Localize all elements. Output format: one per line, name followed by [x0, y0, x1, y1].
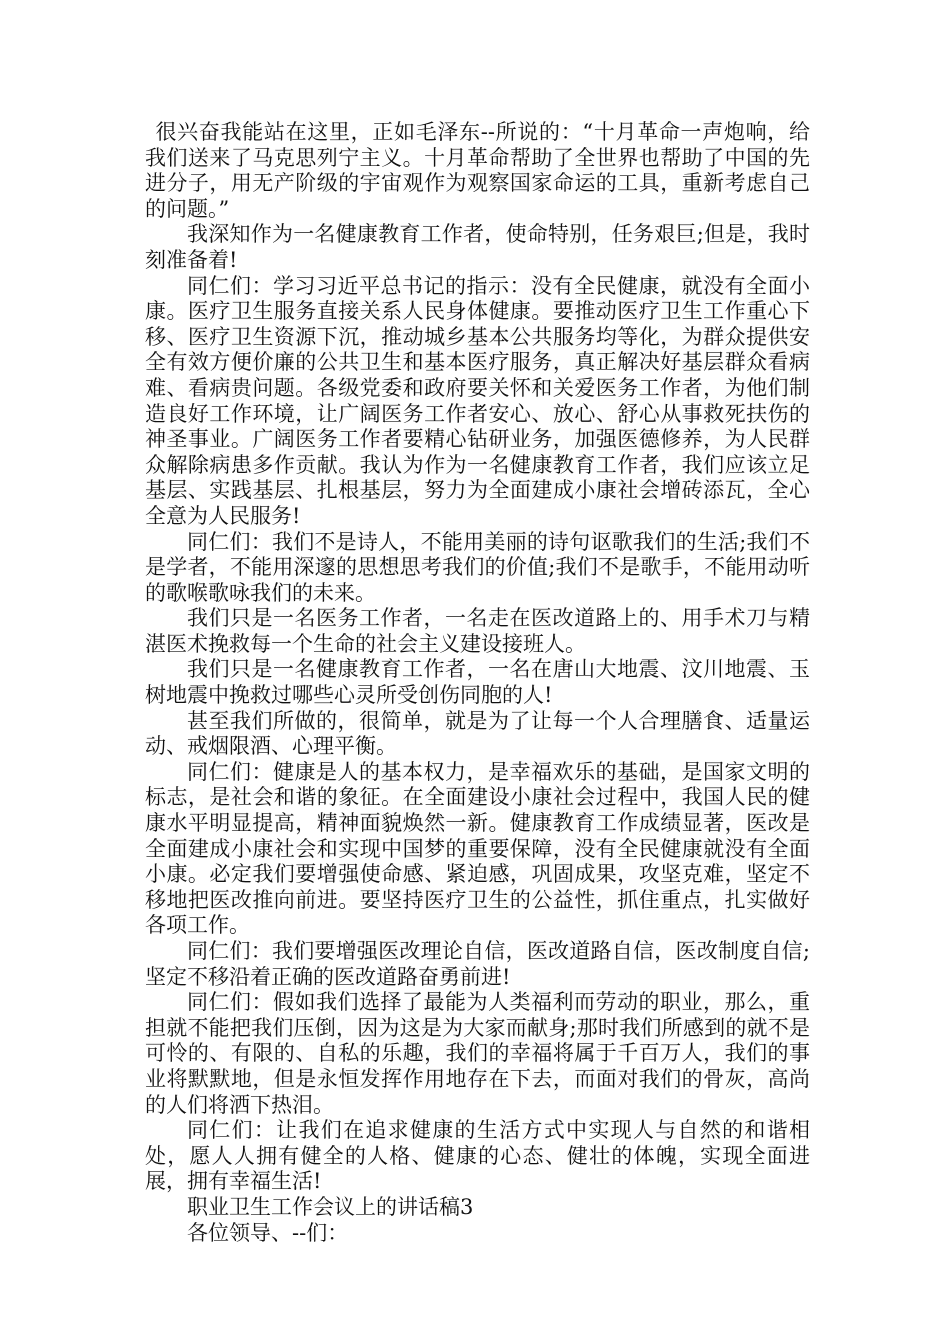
paragraph-harmony: 同仁们：让我们在追求健康的生活方式中实现人与自然的和谐相处，愿人人拥有健全的人格、健康的心态、健壮的体魄，实现全面进展，拥有幸福生活! — [145, 1118, 810, 1194]
paragraph-simple-goal: 甚至我们所做的，很简单，就是为了让每一个人合理膳食、适量运动、戒烟限酒、心理平衡。 — [145, 708, 810, 759]
paragraph-instruction: 同仁们：学习习近平总书记的指示：没有全民健康，就没有全面小康。医疗卫生服务直接关系人民身体健康。要推动医疗卫生工作重心下移、医疗卫生资源下沉，推动城乡基本公共服务均等化，为群众提供安全有效方便价廉的公共卫生和基本医疗服务，真正解决好基层群众看病难、看病贵问题。各级党委和政府要关怀和关爱医务工作者，为他们制造良好工作环境，让广阔医务工作者安心、放心、舒心从事救死扶伤的神圣事业。广阔医务工作者要精心钻研业务，加强医德修养，为人民群众解除病患多作贡献。我认为作为一名健康教育工作者，我们应该立足基层、实践基层、扎根基层，努力为全面建成小康社会增砖添瓦，全心全意为人民服务! — [145, 273, 810, 528]
paragraph-medical-worker: 我们只是一名医务工作者，一名走在医改道路上的、用手术刀与精湛医术挽救每一个生命的社会主义建设接班人。 — [145, 606, 810, 656]
paragraph-health-educator: 我们只是一名健康教育工作者，一名在唐山大地震、汶川地震、玉树地震中挽救过哪些心灵所受创伤同胞的人! — [145, 657, 810, 708]
paragraph-intro: 很兴奋我能站在这里，正如毛泽东--所说的：“十月革命一声炮响，给我们送来了马克思列宁主义。十月革命帮助了全世界也帮助了中国的先进分子，用无产阶级的宇宙观作为观察国家命运的工具，重新考虑自己的问题。” — [145, 120, 810, 221]
section-heading: 职业卫生工作会议上的讲话稿3 — [187, 1194, 474, 1219]
document-page — [145, 120, 810, 1246]
paragraph-health-right: 同仁们：健康是人的基本权力，是幸福欢乐的基础，是国家文明的标志，是社会和谐的象征。在全面建设小康社会过程中，我国人民的健康水平明显提高，精神面貌焕然一新。健康教育工作成绩显著，医改是全面建成小康社会和实现中国梦的重要保障，没有全民健康就没有全面小康。必定我们要增强使命感、紧迫感，巩固成果，攻坚克难，坚定不移地把医改推向前进。要坚持医疗卫生的公益性，抓住重点，扎实做好各项工作。 — [145, 759, 810, 938]
salutation: 各位领导、--们： — [187, 1220, 349, 1245]
paragraph-confidence: 同仁们：我们要增强医改理论自信，医改道路自信，医改制度自信;坚定不移沿着正确的医改道路奋勇前进! — [145, 939, 810, 989]
paragraph-not-poets: 同仁们：我们不是诗人，不能用美丽的诗句讴歌我们的生活;我们不是学者，不能用深邃的思想思考我们的价值;我们不是歌手，不能用动听的歌喉歌咏我们的未来。 — [145, 529, 810, 605]
paragraph-career-choice: 同仁们：假如我们选择了最能为人类福利而劳动的职业，那么，重担就不能把我们压倒，因为这是为大家而献身;那时我们所感到的就不是可怜的、有限的、自私的乐趣，我们的幸福将属于千百万人，我们的事业将默默地，但是永恒发挥作用地存在下去，而面对我们的骨灰，高尚的人们将洒下热泪。 — [145, 990, 810, 1117]
paragraph-mission: 我深知作为一名健康教育工作者，使命特别，任务艰巨;但是，我时刻准备着! — [145, 222, 810, 272]
